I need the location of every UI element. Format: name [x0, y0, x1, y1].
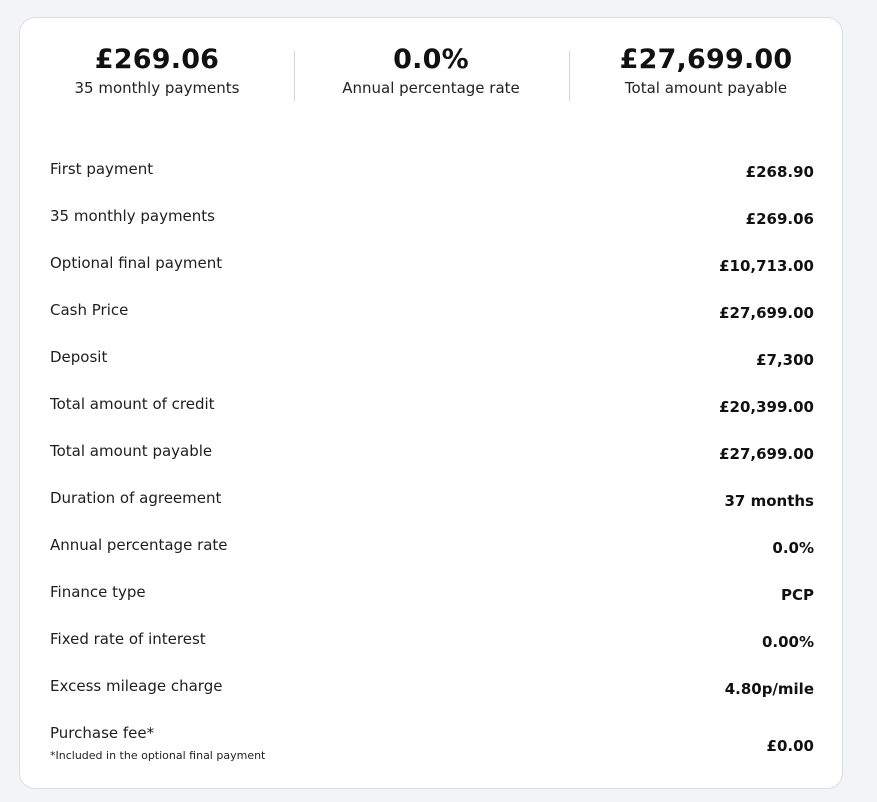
detail-label: Duration of agreement [50, 489, 222, 507]
detail-row-total-credit [50, 389, 814, 436]
detail-value: 0.00% [761, 633, 814, 651]
detail-row-optional-final-payment [50, 248, 814, 295]
detail-row-deposit [50, 342, 814, 389]
detail-value: PCP [781, 586, 814, 604]
summary-apr [294, 44, 568, 98]
summary-value: £27,699.00 [619, 44, 793, 75]
summary-label: 35 monthly payments [74, 79, 240, 97]
detail-row-apr [50, 530, 814, 577]
detail-value: £20,399.00 [719, 398, 814, 416]
detail-row-finance-type [50, 577, 814, 624]
detail-row-fixed-rate [50, 624, 814, 671]
detail-label: Finance type [50, 583, 146, 601]
detail-label: Purchase fee* [50, 724, 155, 742]
detail-label: Excess mileage charge [50, 677, 223, 695]
detail-row-purchase-fee [50, 718, 814, 788]
summary-value: 0.0% [393, 44, 469, 75]
detail-label: Optional final payment [50, 254, 223, 272]
detail-value: 4.80p/mile [724, 680, 814, 698]
detail-row-monthly-payments [50, 201, 814, 248]
detail-row-duration [50, 483, 814, 530]
detail-row-cash-price [50, 295, 814, 342]
detail-value: £27,699.00 [719, 304, 814, 322]
detail-row-total-payable [50, 436, 814, 483]
detail-value: £10,713.00 [719, 257, 814, 275]
purchase-fee-footnote: *Included in the optional final payment [50, 749, 266, 762]
summary-value: £269.06 [94, 44, 220, 75]
detail-row-first-payment [50, 154, 814, 201]
detail-label: 35 monthly payments [50, 207, 215, 225]
detail-label: Deposit [50, 348, 108, 366]
finance-details-list [50, 154, 814, 788]
summary-total-payable [569, 44, 843, 98]
detail-row-excess-mileage [50, 671, 814, 718]
detail-label: Total amount of credit [50, 395, 215, 413]
detail-value: £268.90 [745, 163, 814, 181]
detail-value: £7,300 [756, 351, 814, 369]
detail-value: £0.00 [766, 737, 814, 755]
detail-label: Total amount payable [50, 442, 213, 460]
detail-value: £269.06 [745, 210, 814, 228]
detail-value: 37 months [724, 492, 814, 510]
finance-summary-card [19, 17, 843, 789]
detail-value: 0.0% [772, 539, 814, 557]
finance-summary-header [20, 18, 842, 138]
detail-label: First payment [50, 160, 154, 178]
detail-value: £27,699.00 [719, 445, 814, 463]
summary-monthly-payment [20, 44, 294, 98]
detail-label: Fixed rate of interest [50, 630, 206, 648]
summary-label: Total amount payable [624, 79, 788, 97]
summary-label: Annual percentage rate [342, 79, 520, 97]
detail-label: Annual percentage rate [50, 536, 228, 554]
detail-label: Cash Price [50, 301, 129, 319]
